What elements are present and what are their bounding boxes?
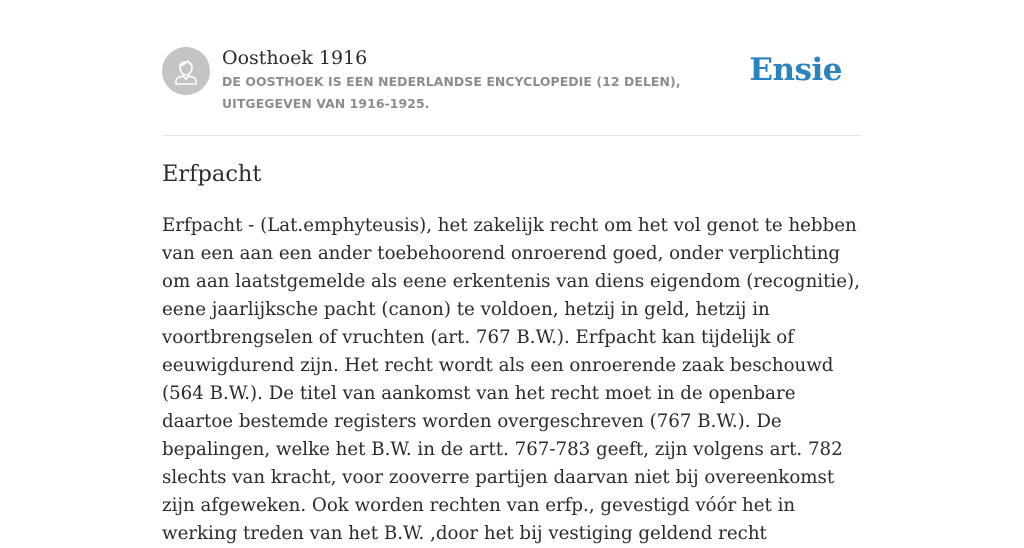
source-header: [162, 46, 862, 136]
ensie-logo[interactable]: Ensie: [749, 52, 842, 88]
source-name[interactable]: Oosthoek 1916: [222, 47, 368, 69]
article-title: Erfpacht: [162, 161, 262, 187]
source-description: DE OOSTHOEK IS EEN NEDERLANDSE ENCYCLOPEDIE (12 DELEN), UITGEGEVEN VAN 1916-1925.: [222, 74, 681, 111]
user-silhouette-icon[interactable]: [162, 47, 210, 95]
article-body: Erfpacht - (Lat.emphyteusis), het zakelijk recht om het vol genot te hebben van een aan een ander toebehoorend onroerend goed, onder verplichting om aan laatstgemelde als eene erkentenis van diens eigendom (recognitie), eene jaarlijksche pacht (canon) te voldoen, hetzij in geld, hetzij in voortbrengselen of vruchten (art. 767 B.W.). Erfpacht kan tijdelijk of eeuwigdurend zijn. Het recht wordt als een onroerende zaak beschouwd (564 B.W.). De titel van aankomst van het recht moet in de openbare daartoe bestemde registers worden overgeschreven (767 B.W.). De bepalingen, welke het B.W. in de artt. 767-783 geeft, zijn volgens art. 782 slechts van kracht, voor zooverre partijen daarvan niet bij overeenkomst zijn afgeweken. Ook worden rechten van erfp., gevestigd vóór het in werking treden van het B.W. ,door het bij vestiging geldend recht: [162, 215, 860, 544]
